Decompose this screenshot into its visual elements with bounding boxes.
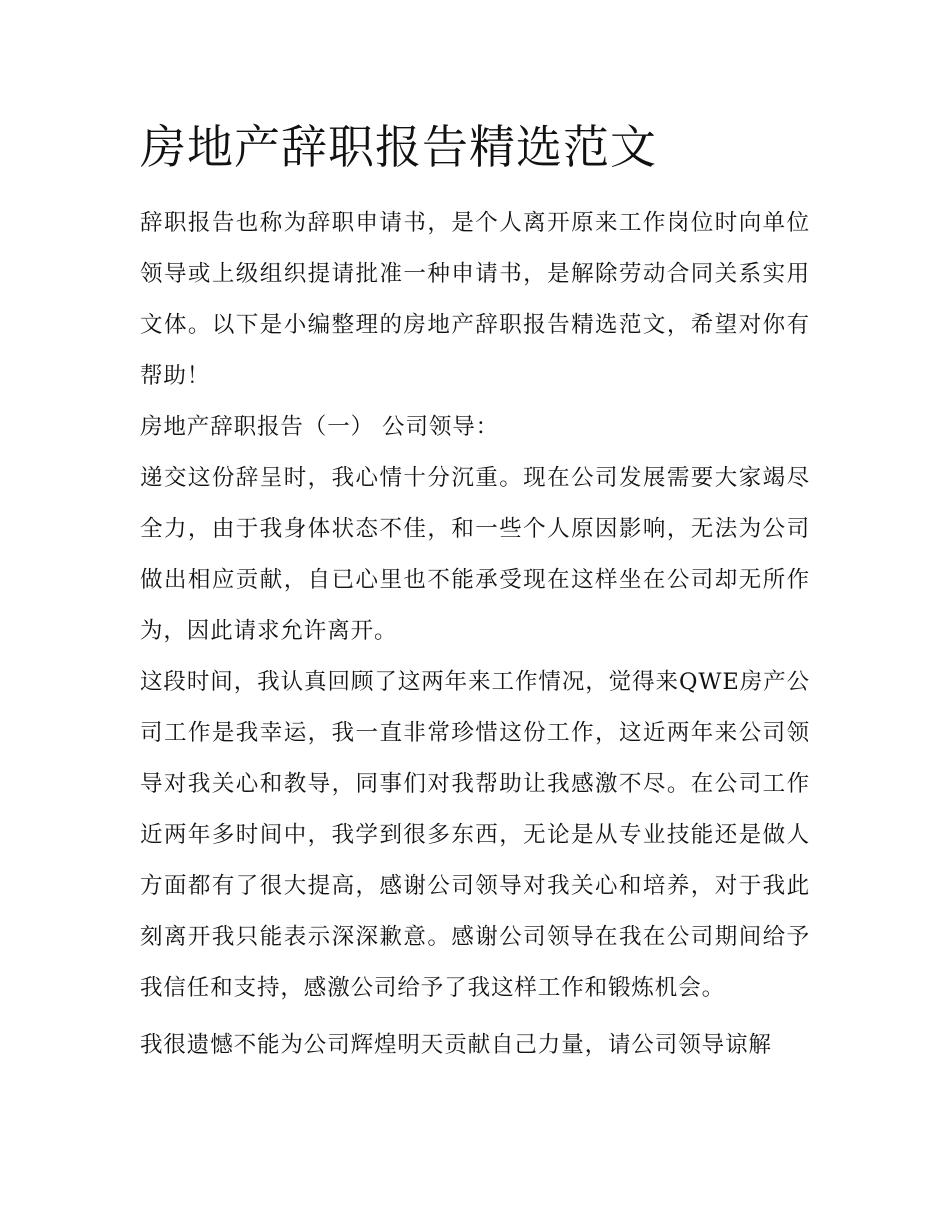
document-body	[140, 198, 810, 1071]
intro-paragraph: 辞职报告也称为辞职申请书，是个人离开原来工作岗位时向单位领导或上级组织提请批准一种申请书，是解除劳动合同关系实用文体。以下是小编整理的房地产辞职报告精选范文，希望对你有帮助！	[140, 210, 810, 389]
body-paragraph: 递交这份辞呈时，我心情十分沉重。现在公司发展需要大家竭尽全力，由于我身体状态不佳，和一些个人原因影响，无法为公司做出相应贡献，自已心里也不能承受现在这样坐在公司却无所作为，因此请求允许离开。	[140, 465, 810, 644]
document-title: 房地产辞职报告精选范文	[140, 120, 657, 174]
body-paragraph: 我很遗憾不能为公司辉煌明天贡献自己力量，请公司领导谅解	[140, 1032, 772, 1058]
section-heading: 房地产辞职报告（一） 公司领导：	[140, 414, 500, 440]
body-paragraph: 这段时间，我认真回顾了这两年来工作情况，觉得来QWE房产公司工作是我幸运，我一直非常珍惜这份工作，这近两年来公司领导对我关心和教导，同事们对我帮助让我感激不尽。在公司工作近两年多时间中，我学到很多东西，无论是从专业技能还是做人方面都有了很大提高，感谢公司领导对我关心和培养，对于我此刻离开我只能表示深深歉意。感谢公司领导在我在公司期间给予我信任和支持，感激公司给予了我这样工作和锻炼机会。	[140, 669, 810, 1001]
